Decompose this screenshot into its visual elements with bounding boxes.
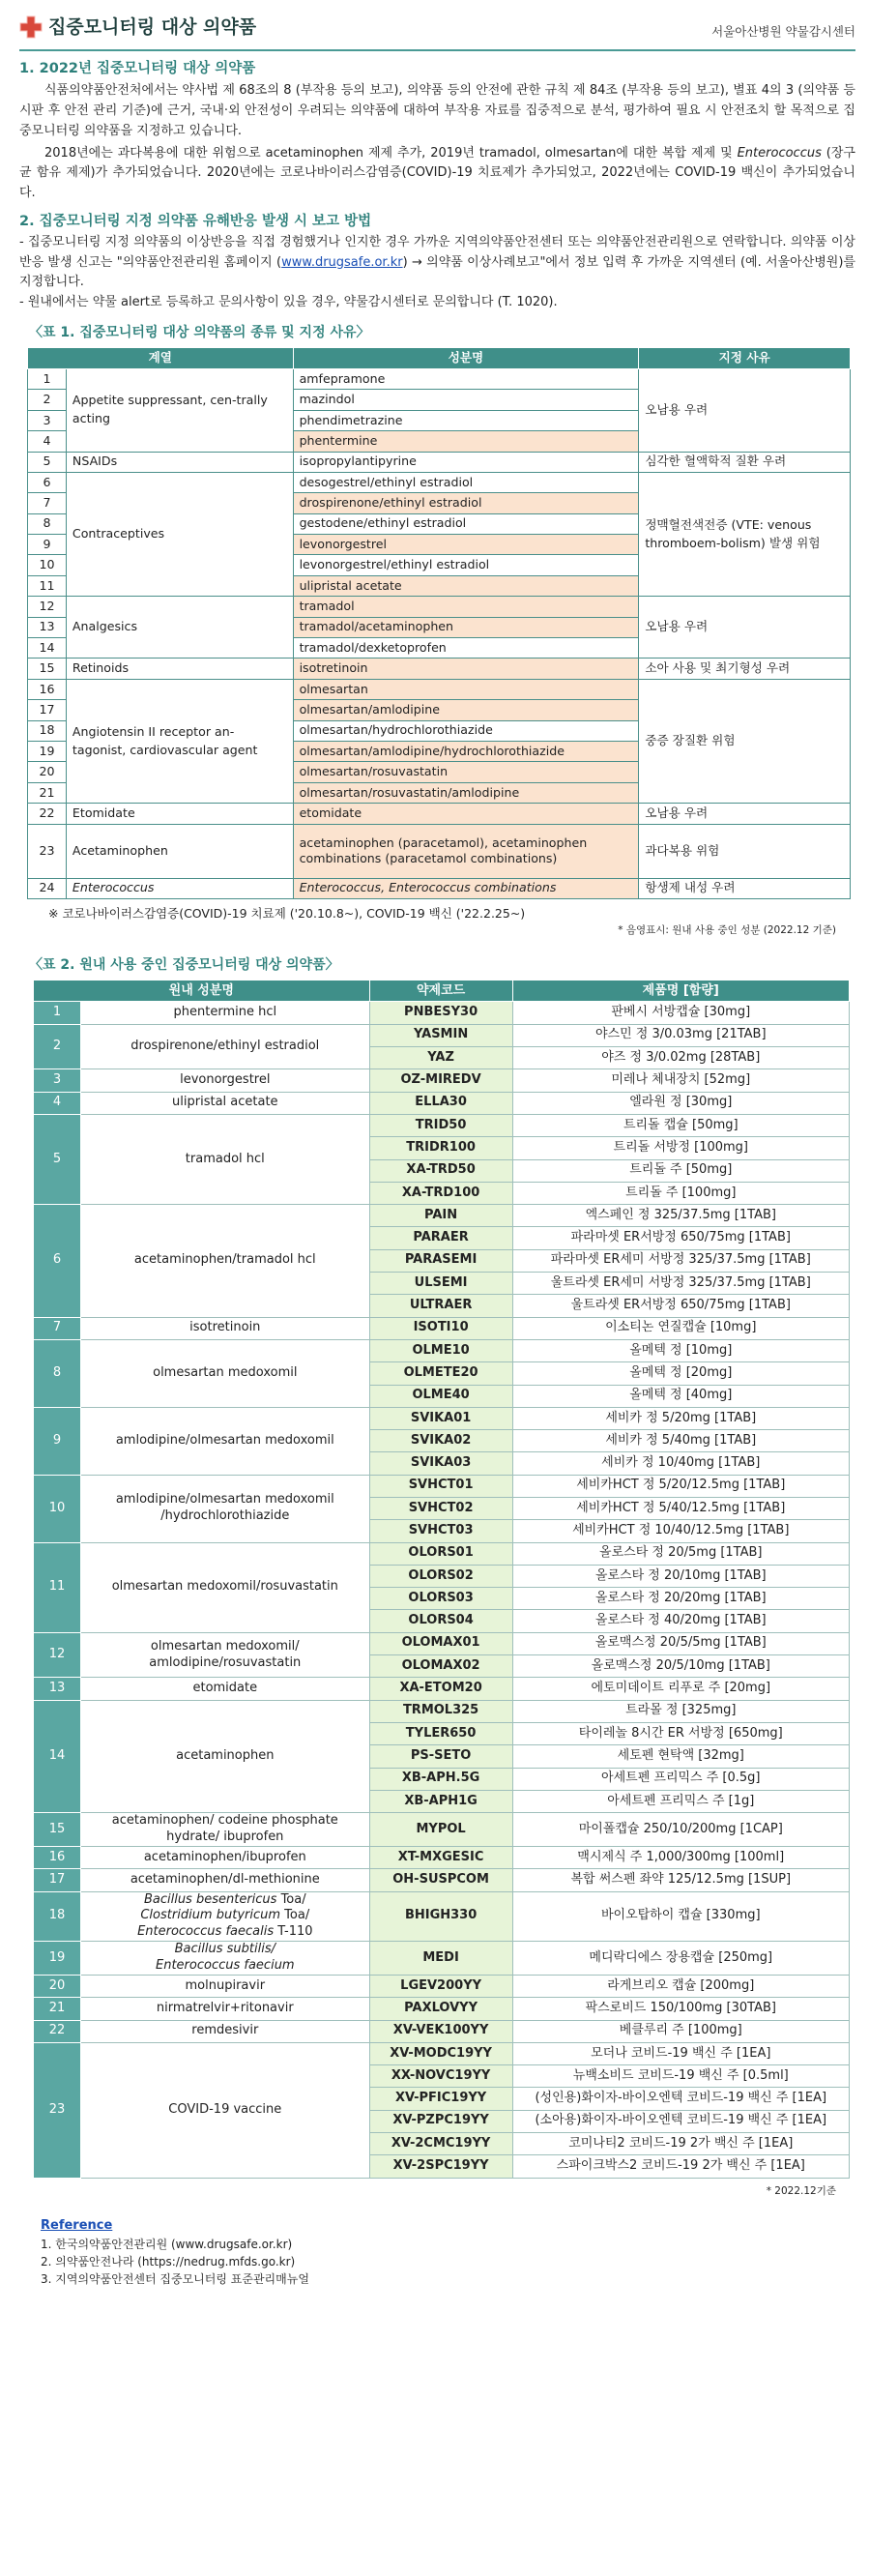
section1-para2: 2018년에는 과다복용에 대한 위험으로 acetaminophen 제제 추가, 2019년 tramadol, olmesartan에 대한 복합 제제 및 Enterococcus (장구균 함유 제제)가 추가되었습니다. 2020년에는 코로나바이러스감염증(COVID)-19 치료제가 추가되었고, 2022년에는 COVID-19 백신이 추가되었습니다.: [19, 145, 855, 201]
table-row: [34, 1114, 850, 1136]
row-number: 14: [34, 1700, 81, 1812]
drug-code: OLOMAX01: [369, 1632, 512, 1654]
product-name: 올로스타 정 20/20mg [1TAB]: [512, 1588, 849, 1610]
product-name: (소아용)화이자-바이오엔텍 코비드-19 백신 주 [1EA]: [512, 2110, 849, 2132]
table-row: [34, 1869, 850, 1891]
drug-code: PS-SETO: [369, 1745, 512, 1768]
reason-cell: 오남용 우려: [639, 597, 851, 659]
ingredient-name: remdesivir: [80, 2020, 369, 2042]
product-name: 아세트펜 프리믹스 주 [0.5g]: [512, 1768, 849, 1790]
product-name: 세비카HCT 정 5/40/12.5mg [1TAB]: [512, 1497, 849, 1519]
product-name: 세비카 정 5/40mg [1TAB]: [512, 1430, 849, 1452]
drug-code: OZ-MIREDV: [369, 1069, 512, 1092]
drug-code: XX-NOVC19YY: [369, 2065, 512, 2088]
row-number: 5: [34, 1114, 81, 1204]
table2: [33, 980, 850, 2178]
drug-code: XT-MXGESIC: [369, 1846, 512, 1868]
category-cell: Etomidate: [66, 804, 293, 824]
table-row: 2 mazindol: [28, 390, 851, 410]
table-row: [34, 2042, 850, 2064]
ingredient-name: molnupiravir: [80, 1975, 369, 1997]
drug-code: PAXLOVYY: [369, 1998, 512, 2020]
product-name: 모더나 코비드-19 백신 주 [1EA]: [512, 2042, 849, 2064]
ingredient-name: levonorgestrel: [80, 1069, 369, 1092]
product-name: 트리돌 서방정 [100mg]: [512, 1137, 849, 1159]
table-row: 1 Appetite suppressant, cen-trally acting amfepramone 오남용 우려: [28, 368, 851, 389]
product-name: 에토미데이트 리푸로 주 [20mg]: [512, 1678, 849, 1700]
drug-code: YASMIN: [369, 1024, 512, 1046]
section1-para1: 식품의약품안전처에서는 약사법 제 68조의 8 (부작용 등의 보고), 의약품 등의 안전에 관한 규칙 제 84조 (부작용 등의 보고), 별표 4의 3 (의약품 등 시판 후 안전 관리 기준)에 근거, 국내·외 안전성이 우려되는 의약품에 대하여 부작용 자료를 집중적으로 분석, 평가하여 필요 시 안전조치 할 목적으로 집중모니터링 의약품을 지정하고 있습니다.: [19, 83, 855, 138]
category-cell: Appetite suppressant, cen-trally acting: [66, 368, 293, 452]
product-name: 복합 써스펜 좌약 125/12.5mg [1SUP]: [512, 1869, 849, 1891]
row-number: 8: [34, 1339, 81, 1407]
table2-header-product: 제품명 [함량]: [512, 981, 849, 1002]
reason-cell: 정맥혈전색전증 (VTE: venous thromboem-bolism) 발생 위험: [639, 472, 851, 596]
ingredient-name: phentermine hcl: [80, 1002, 369, 1024]
drug-code: OLORS03: [369, 1588, 512, 1610]
product-name: 세비카 정 5/20mg [1TAB]: [512, 1407, 849, 1429]
ingredient-name: Bacillus besentericus Toa/ Clostridium butyricum Toa/ Enterococcus faecalis T-110: [80, 1891, 369, 1942]
drug-code: ISOTI10: [369, 1317, 512, 1339]
drug-code: OLORS04: [369, 1610, 512, 1632]
table-row: 5 NSAIDs isopropylantipyrine 심각한 혈액학적 질환 우려: [28, 452, 851, 472]
category-cell: Angiotensin II receptor an-tagonist, cardiovascular agent: [66, 679, 293, 803]
ingredient-name: drospirenone/ethinyl estradiol: [80, 1024, 369, 1069]
ingredient-name: Bacillus subtilis/ Enterococcus faecium: [80, 1942, 369, 1976]
category-cell: NSAIDs: [66, 452, 293, 472]
category-cell: Acetaminophen: [66, 824, 293, 878]
drug-code: OLMETE20: [369, 1362, 512, 1385]
product-name: 올메텍 정 [10mg]: [512, 1339, 849, 1361]
drug-code: TRMOL325: [369, 1700, 512, 1722]
reason-cell: 소아 사용 및 최기형성 우려: [639, 659, 851, 679]
table-row: [34, 1942, 850, 1976]
table-row: [34, 1002, 850, 1024]
ingredient-name: tramadol hcl: [80, 1114, 369, 1204]
drug-code: MYPOL: [369, 1813, 512, 1847]
product-name: 올로맥스정 20/5/5mg [1TAB]: [512, 1632, 849, 1654]
row-number: 2: [34, 1024, 81, 1069]
reason-cell: 심각한 혈액학적 질환 우려: [639, 452, 851, 472]
drug-code: XV-2SPC19YY: [369, 2155, 512, 2178]
drug-code: OLOMAX02: [369, 1655, 512, 1678]
row-number: 15: [34, 1813, 81, 1847]
table-row: [34, 1092, 850, 1114]
table-row: 23 Acetaminophen acetaminophen (paracetamol), acetaminophen combinations (paracetamol combinations) 과다복용 위험: [28, 824, 851, 878]
table-row: 8 gestodene/ethinyl estradiol: [28, 513, 851, 534]
table-row: [34, 1998, 850, 2020]
product-name: 트리돌 주 [100mg]: [512, 1182, 849, 1204]
table-row: [34, 1632, 850, 1654]
product-name: 베클루리 주 [100mg]: [512, 2020, 849, 2042]
table2-caption: 〈표 2. 원내 사용 중인 집중모니터링 대상 의약품〉: [29, 957, 339, 974]
table-row: [34, 1407, 850, 1429]
drug-code: SVIKA03: [369, 1452, 512, 1475]
reason-cell: 오남용 우려: [639, 368, 851, 452]
drug-code: ELLA30: [369, 1092, 512, 1114]
table1-header-row: [28, 347, 851, 368]
row-number: 19: [34, 1942, 81, 1976]
product-name: 타이레놀 8시간 ER 서방정 [650mg]: [512, 1722, 849, 1744]
drug-code: XA-TRD50: [369, 1159, 512, 1182]
drug-code: XV-VEK100YY: [369, 2020, 512, 2042]
product-name: 세비카 정 10/40mg [1TAB]: [512, 1452, 849, 1475]
table1: [27, 347, 851, 899]
category-cell: Enterococcus: [66, 878, 293, 898]
table-row: 15 Retinoids isotretinoin 소아 사용 및 최기형성 우려: [28, 659, 851, 679]
drug-code: PNBESY30: [369, 1002, 512, 1024]
row-number: 4: [34, 1092, 81, 1114]
ingredient-name: COVID-19 vaccine: [80, 2042, 369, 2178]
drug-code: OLME40: [369, 1385, 512, 1407]
product-name: 파라마셋 ER세미 서방정 325/37.5mg [1TAB]: [512, 1249, 849, 1272]
ingredient-name: ulipristal acetate: [80, 1092, 369, 1114]
reason-cell: 항생제 내성 우려: [639, 878, 851, 898]
table-row: 19 olmesartan/amlodipine/hydrochlorothiazide: [28, 742, 851, 762]
table2-header-code: 약제코드: [369, 981, 512, 1002]
row-number: 18: [34, 1891, 81, 1942]
drug-code: SVHCT02: [369, 1497, 512, 1519]
product-name: 올로맥스정 20/5/10mg [1TAB]: [512, 1655, 849, 1678]
page-title: 집중모니터링 대상 의약품: [48, 16, 257, 38]
table1-header-reason: 지정 사유: [639, 347, 851, 368]
page-header: [19, 14, 855, 51]
product-name: 울트라셋 ER서방정 650/75mg [1TAB]: [512, 1295, 849, 1317]
drug-code: OLORS02: [369, 1565, 512, 1587]
drug-code: PARASEMI: [369, 1249, 512, 1272]
table-row: 24 Enterococcus Enterococcus, Enterococcus combinations 항생제 내성 우려: [28, 878, 851, 898]
reference-section: [41, 2216, 855, 2288]
drug-code: SVIKA01: [369, 1407, 512, 1429]
product-name: 뉴백소비드 코비드-19 백신 주 [0.5ml]: [512, 2065, 849, 2088]
table-row: [34, 1891, 850, 1942]
ingredient-name: olmesartan medoxomil: [80, 1339, 369, 1407]
ingredient-name: etomidate: [80, 1678, 369, 1700]
drug-code: YAZ: [369, 1047, 512, 1069]
drug-code: SVHCT03: [369, 1520, 512, 1542]
table1-header-category: 계열: [28, 347, 294, 368]
table1-header-ingredient: 성분명: [293, 347, 639, 368]
product-name: 세비카HCT 정 5/20/12.5mg [1TAB]: [512, 1475, 849, 1497]
drug-code: SVHCT01: [369, 1475, 512, 1497]
product-name: 마이폴캡슐 250/10/200mg [1CAP]: [512, 1813, 849, 1847]
table-row: 21 olmesartan/rosuvastatin/amlodipine: [28, 782, 851, 803]
reference-title: Reference: [41, 2218, 113, 2234]
product-name: 아세트펜 프리믹스 주 [1g]: [512, 1790, 849, 1812]
table1-shading-note: * 음영표시: 원내 사용 중인 성분 (2022.12 기준): [618, 923, 836, 936]
row-number: 7: [34, 1317, 81, 1339]
drug-code: OLORS01: [369, 1542, 512, 1565]
ingredient-name: acetaminophen/dl-methionine: [80, 1869, 369, 1891]
drug-code: XB-APH.5G: [369, 1768, 512, 1790]
drug-code: OLME10: [369, 1339, 512, 1361]
table2-header-name: 원내 성분명: [34, 981, 370, 1002]
drug-code: MEDI: [369, 1942, 512, 1976]
product-name: 야즈 정 3/0.02mg [28TAB]: [512, 1047, 849, 1069]
row-number: 11: [34, 1542, 81, 1632]
section2-bullet1: - 집중모니터링 지정 의약품의 이상반응을 직접 경험했거나 인지한 경우 가까운 지역의약품안전센터 또는 의약품안전관리원으로 연락합니다. 의약품 이상반응 발생 신고는 "의약품안전관리원 홈페이지 (www.drugsafe.or.kr) → 의약품 이상사례보고"에서 정보 입력 후 가까운 지역센터 (예. 서울아산병원)를 지정합니다.: [19, 234, 855, 290]
drug-code: TRID50: [369, 1114, 512, 1136]
product-name: 야스민 정 3/0.03mg [21TAB]: [512, 1024, 849, 1046]
drug-code: XV-PZPC19YY: [369, 2110, 512, 2132]
table-row: [34, 2020, 850, 2042]
reference-item: 2. 의약품안전나라 (https://nedrug.mfds.go.kr): [41, 2254, 296, 2269]
table-row: 14 tramadol/dexketoprofen: [28, 638, 851, 659]
table-row: 7 drospirenone/ethinyl estradiol: [28, 493, 851, 513]
product-name: 스파이크박스2 코비드-19 2가 백신 주 [1EA]: [512, 2155, 849, 2178]
row-number: 20: [34, 1975, 81, 1997]
drug-code: PAIN: [369, 1205, 512, 1227]
ingredient-name: olmesartan medoxomil/ amlodipine/rosuvastatin: [80, 1632, 369, 1678]
product-name: 올로스타 정 20/5mg [1TAB]: [512, 1542, 849, 1565]
table-row: [34, 1975, 850, 1997]
table-row: 9 levonorgestrel: [28, 535, 851, 555]
reason-cell: 중증 장질환 위험: [639, 679, 851, 803]
table-row: [34, 1475, 850, 1497]
product-name: 엘라원 정 [30mg]: [512, 1092, 849, 1114]
table-row: [34, 1069, 850, 1092]
drug-code: BHIGH330: [369, 1891, 512, 1942]
drug-code: PARAER: [369, 1227, 512, 1249]
table2-date-note: * 2022.12기준: [766, 2184, 836, 2197]
drug-code: LGEV200YY: [369, 1975, 512, 1997]
drug-code: XV-2CMC19YY: [369, 2133, 512, 2155]
product-name: 엑스페인 정 325/37.5mg [1TAB]: [512, 1205, 849, 1227]
medical-cross-icon: [19, 15, 43, 39]
drug-code: XV-PFIC19YY: [369, 2088, 512, 2110]
reference-item: 3. 지역의약품안전센터 집중모니터링 표준관리매뉴얼: [41, 2271, 309, 2286]
table1-caption: 〈표 1. 집중모니터링 대상 의약품의 종류 및 지정 사유〉: [29, 324, 370, 340]
product-name: 이소티논 연질캡슐 [10mg]: [512, 1317, 849, 1339]
row-number: 21: [34, 1998, 81, 2020]
table-row: [34, 1339, 850, 1361]
table-row: 18 olmesartan/hydrochlorothiazide: [28, 720, 851, 741]
product-name: 라게브리오 캡슐 [200mg]: [512, 1975, 849, 1997]
organization-name: 서울아산병원 약물감시센터: [711, 23, 855, 39]
drugsafe-link[interactable]: www.drugsafe.or.kr: [281, 254, 403, 270]
table-row: [34, 1542, 850, 1565]
category-cell: Retinoids: [66, 659, 293, 679]
row-number: 1: [34, 1002, 81, 1024]
row-number: 13: [34, 1678, 81, 1700]
row-number: 3: [34, 1069, 81, 1092]
ingredient-name: isotretinoin: [80, 1317, 369, 1339]
product-name: 울트라셋 ER세미 서방정 325/37.5mg [1TAB]: [512, 1273, 849, 1295]
ingredient-name: olmesartan medoxomil/rosuvastatin: [80, 1542, 369, 1632]
table-row: [34, 1700, 850, 1722]
drug-code: OH-SUSPCOM: [369, 1869, 512, 1891]
table1-footnote: ※ 코로나바이러스감염증(COVID)-19 치료제 ('20.10.8~), COVID-19 백신 ('22.2.25~): [48, 905, 526, 921]
row-number: 12: [34, 1632, 81, 1678]
product-name: 트라몰 정 [325mg]: [512, 1700, 849, 1722]
product-name: 바이오탑하이 캡슐 [330mg]: [512, 1891, 849, 1942]
product-name: 올로스타 정 20/10mg [1TAB]: [512, 1565, 849, 1587]
table-row: [34, 1846, 850, 1868]
row-number: 22: [34, 2020, 81, 2042]
product-name: 코미나티2 코비드-19 2가 백신 주 [1EA]: [512, 2133, 849, 2155]
table-row: [34, 1678, 850, 1700]
row-number: 9: [34, 1407, 81, 1475]
table-row: 20 olmesartan/rosuvastatin: [28, 762, 851, 782]
reason-cell: 오남용 우려: [639, 804, 851, 824]
product-name: 파라마셋 ER서방정 650/75mg [1TAB]: [512, 1227, 849, 1249]
section2-bullet2: - 원내에서는 약물 alert로 등록하고 문의사항이 있을 경우, 약물감시센터로 문의합니다 (T. 1020).: [19, 295, 558, 310]
table-row: 4 phentermine: [28, 431, 851, 452]
table-row: 3 phendimetrazine: [28, 410, 851, 430]
drug-code: SVIKA02: [369, 1430, 512, 1452]
table-row: [34, 1813, 850, 1847]
drug-code: ULSEMI: [369, 1273, 512, 1295]
section1-heading: 1. 2022년 집중모니터링 대상 의약품: [19, 60, 256, 76]
ingredient-name: amlodipine/olmesartan medoxomil: [80, 1407, 369, 1475]
reason-cell: 과다복용 위험: [639, 824, 851, 878]
product-name: (성인용)화이자-바이오엔텍 코비드-19 백신 주 [1EA]: [512, 2088, 849, 2110]
product-name: 세토펜 현탁액 [32mg]: [512, 1745, 849, 1768]
drug-code: XB-APH1G: [369, 1790, 512, 1812]
drug-code: TYLER650: [369, 1722, 512, 1744]
section2-heading: 2. 집중모니터링 지정 의약품 유해반응 발생 시 보고 방법: [19, 214, 372, 230]
drug-code: ULTRAER: [369, 1295, 512, 1317]
category-cell: Analgesics: [66, 597, 293, 659]
table2-header-row: [34, 981, 850, 1002]
table-row: 17 olmesartan/amlodipine: [28, 700, 851, 720]
table-row: 13 tramadol/acetaminophen: [28, 617, 851, 637]
product-name: 판베시 서방캡슐 [30mg]: [512, 1002, 849, 1024]
ingredient-name: acetaminophen: [80, 1700, 369, 1812]
ingredient-name: acetaminophen/ codeine phosphate hydrate/ ibuprofen: [80, 1813, 369, 1847]
row-number: 17: [34, 1869, 81, 1891]
table-row: 11 ulipristal acetate: [28, 575, 851, 596]
product-name: 트리돌 캡슐 [50mg]: [512, 1114, 849, 1136]
table-row: [34, 1317, 850, 1339]
product-name: 올메텍 정 [40mg]: [512, 1385, 849, 1407]
product-name: 팍스로비드 150/100mg [30TAB]: [512, 1998, 849, 2020]
table-row: 12 Analgesics tramadol 오남용 우려: [28, 597, 851, 617]
ingredient-name: amlodipine/olmesartan medoxomil /hydrochlorothiazide: [80, 1475, 369, 1542]
row-number: 23: [34, 2042, 81, 2178]
drug-code: TRIDR100: [369, 1137, 512, 1159]
product-name: 미레나 체내장치 [52mg]: [512, 1069, 849, 1092]
category-cell: Contraceptives: [66, 472, 293, 596]
table-row: 22 Etomidate etomidate 오남용 우려: [28, 804, 851, 824]
drug-code: XV-MODC19YY: [369, 2042, 512, 2064]
table-row: 10 levonorgestrel/ethinyl estradiol: [28, 555, 851, 575]
table-row: 16 Angiotensin II receptor an-tagonist, cardiovascular agent olmesartan 중증 장질환 위험: [28, 679, 851, 699]
table-row: 6 Contraceptives desogestrel/ethinyl estradiol 정맥혈전색전증 (VTE: venous thromboem-bolism) 발생 위험: [28, 472, 851, 492]
product-name: 올로스타 정 40/20mg [1TAB]: [512, 1610, 849, 1632]
product-name: 올메텍 정 [20mg]: [512, 1362, 849, 1385]
ingredient-name: nirmatrelvir+ritonavir: [80, 1998, 369, 2020]
row-number: 10: [34, 1475, 81, 1542]
reference-item: 1. 한국의약품안전관리원 (www.drugsafe.or.kr): [41, 2237, 293, 2251]
table-row: [34, 1024, 850, 1046]
ingredient-name: acetaminophen/ibuprofen: [80, 1846, 369, 1868]
drug-code: XA-TRD100: [369, 1182, 512, 1204]
table-row: [34, 1205, 850, 1227]
row-number: 6: [34, 1205, 81, 1317]
product-name: 맥시제식 주 1,000/300mg [100ml]: [512, 1846, 849, 1868]
ingredient-name: acetaminophen/tramadol hcl: [80, 1205, 369, 1317]
product-name: 메디락디에스 장용캡슐 [250mg]: [512, 1942, 849, 1976]
drug-code: XA-ETOM20: [369, 1678, 512, 1700]
product-name: 트리돌 주 [50mg]: [512, 1159, 849, 1182]
product-name: 세비카HCT 정 10/40/12.5mg [1TAB]: [512, 1520, 849, 1542]
row-number: 16: [34, 1846, 81, 1868]
